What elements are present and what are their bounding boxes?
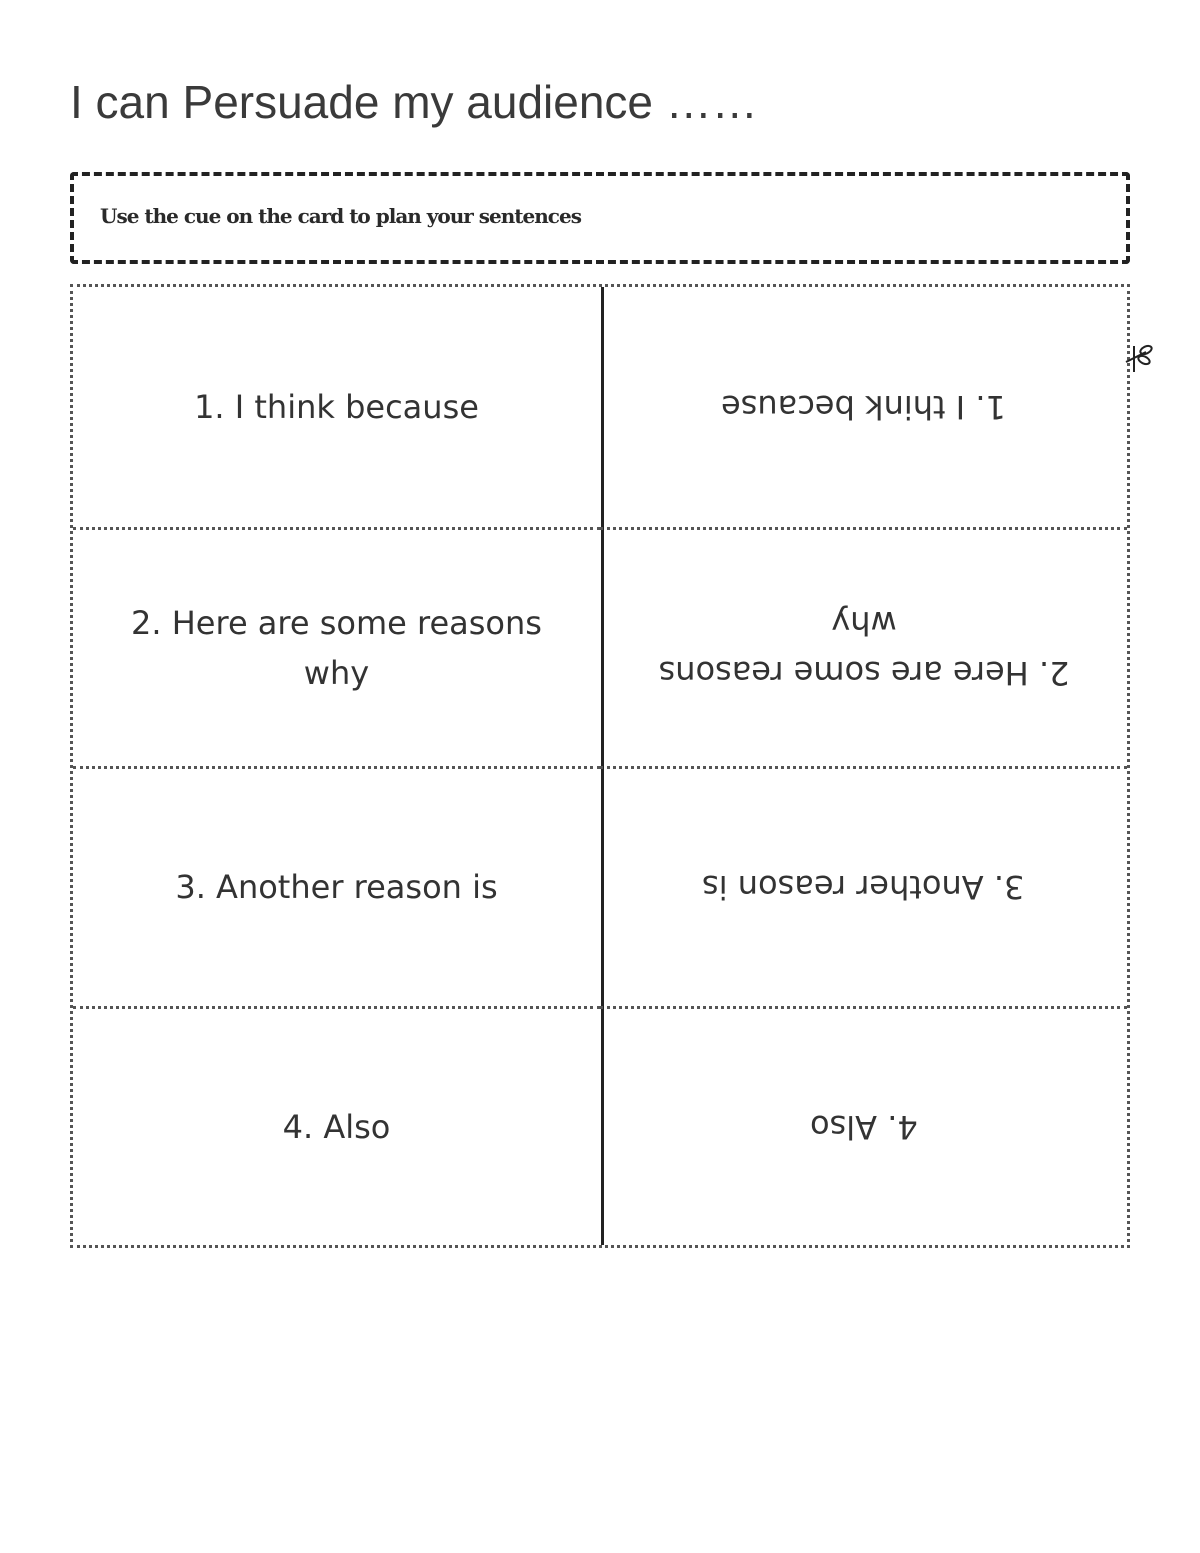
instruction-text: Use the cue on the card to plan your sentences [100,204,581,228]
cue-cards-grid [70,284,1130,1248]
cue-card-text: 1. I think because [194,387,479,426]
cue-card-front-1 [73,287,600,527]
cue-card-text: 1. I think because [721,387,1006,426]
cue-card-front-3 [73,766,600,1006]
cue-card-text: 4. Also [282,1107,391,1146]
cue-card-back-1 [600,287,1127,527]
page-title: I can Persuade my audience …… [70,76,758,128]
cue-card-text: 4. Also [809,1107,918,1146]
cue-card-text: 3. Another reason is [702,868,1025,907]
cue-card-text: 3. Another reason is [175,868,498,907]
instruction-box [70,172,1130,264]
cue-card-text: 2. Here are some reasons why [658,603,1069,692]
cue-card-front-2 [73,527,600,767]
cue-card-back-3 [600,766,1127,1006]
scissors-icon [1122,342,1156,376]
cue-card-back-2 [600,527,1127,767]
cue-card-text: 2. Here are some reasons why [131,603,542,692]
cue-card-front-4 [73,1006,600,1246]
cue-card-back-4 [600,1006,1127,1246]
